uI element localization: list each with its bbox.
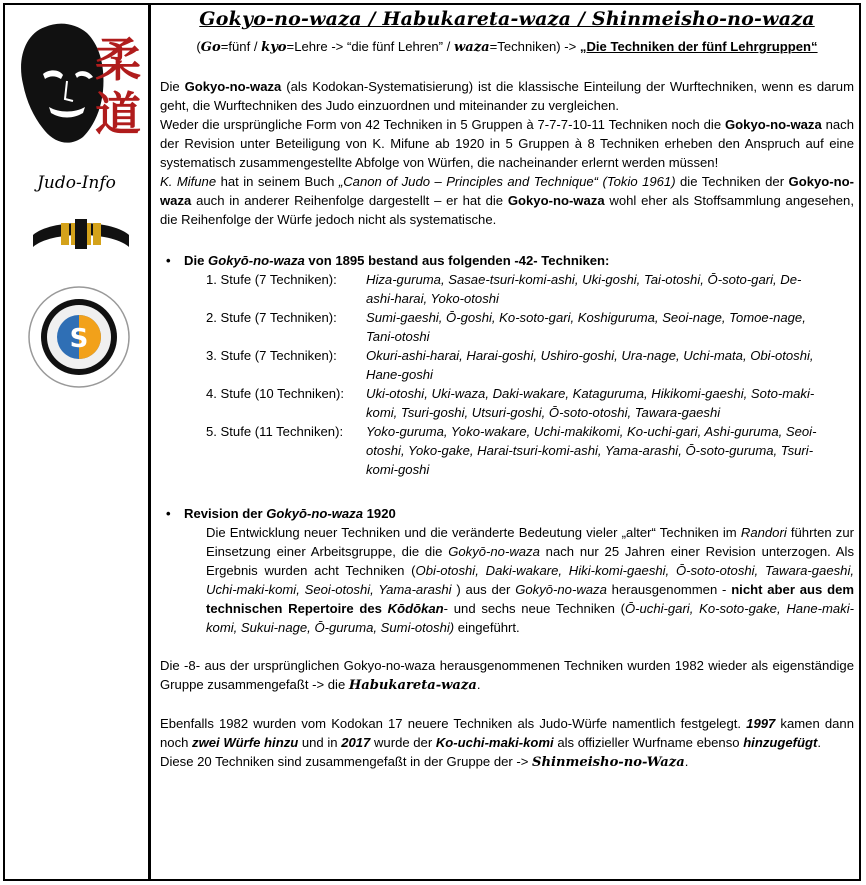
stufe-label: 4. Stufe (10 Techniken): — [206, 386, 345, 401]
stufe-label: 3. Stufe (7 Techniken): — [206, 348, 337, 363]
shinmeisho-term: Shinmeisho-no-Waza — [532, 755, 685, 770]
go-meaning: =fünf / — [220, 39, 262, 54]
stufe-label: 1. Stufe (7 Techniken): — [206, 272, 337, 287]
text: die Techniken der — [675, 174, 789, 189]
text: Gokyō-no-waza — [266, 506, 363, 521]
text: Diese 20 Techniken sind zusammengefaßt in der Gruppe der -> — [160, 754, 533, 769]
stufe-row — [206, 384, 854, 422]
club-badge-icon — [27, 285, 131, 389]
stufe-row — [206, 308, 854, 346]
text: Gokyo-no-waza — [724, 117, 822, 132]
text: ) aus der — [451, 582, 516, 597]
text: nicht aber aus dem technischen Repertoire des — [206, 582, 854, 616]
text: Die Entwicklung neuer Techniken und die veränderte Bedeutung vieler „alter“ Techniken im — [206, 525, 741, 540]
stufe-row — [206, 270, 854, 308]
main-content — [160, 10, 854, 772]
waza-meaning: =Techniken) -> — [489, 39, 580, 54]
text: von 1895 bestand aus folgenden -42- Techniken: — [304, 253, 610, 268]
text: Obi-otoshi, Daki-wakare, Hiki-komi-gaeshi, Ō-soto-otoshi, Tawara-gaeshi, Uchi-maki-komi, Seoi-otoshi, Yama-arashi — [206, 563, 854, 597]
kanji-ju: 柔 — [95, 33, 141, 87]
text: . — [817, 735, 822, 750]
text: führten zur Einsetzung einer Arbeitsgruppe, die die — [206, 525, 854, 559]
text: 1997 — [746, 716, 776, 731]
black-belt-icon — [31, 215, 131, 255]
text: kamen dann noch — [160, 716, 854, 750]
text: Ebenfalls 1982 wurden vom Kodokan 17 neuere Techniken als Judo-Würfe namentlich festgelegt. — [160, 716, 747, 731]
text: Gokyō-no-waza — [208, 253, 305, 268]
text: (als Kodokan-Systematisierung) ist die klassische Einteilung der Wurftechniken, wenn es darum geht, die Wurftechniken des Judo einzuordnen und miteinander zu vergleichen. — [160, 79, 854, 113]
judo-logo — [15, 19, 140, 159]
section-1895-heading — [160, 251, 854, 270]
text: Gokyo-no-waza — [160, 174, 854, 208]
text: Gokyo-no-waza — [507, 193, 605, 208]
text: Kōdōkan — [387, 601, 444, 616]
section-revision-heading — [160, 504, 854, 523]
text: K. Mifune — [160, 174, 217, 189]
stufe-label: 2. Stufe (7 Techniken): — [206, 310, 337, 325]
stufe-label: 5. Stufe (11 Techniken): — [206, 424, 344, 439]
text: . — [476, 677, 481, 692]
text: 1920 — [363, 506, 396, 521]
text: Randori — [740, 525, 787, 540]
text: „Canon of Judo – Principles and Technique“ (Tokio 1961) — [338, 174, 676, 189]
stufe-techniques: Uki-otoshi, Uki-waza, Daki-wakare, Kataguruma, Hikikomi-gaeshi, Soto-maki-komi, Tsuri-goshi, Utsuri-goshi, Ō-soto-otoshi, Tawara-gaeshi — [366, 386, 815, 420]
text: Gokyo-no-waza — [184, 79, 282, 94]
stufe-techniques: Yoko-guruma, Yoko-wakare, Uchi-makikomi, Ko-uchi-gari, Ashi-guruma, Seoi-otoshi, Yoko-gake, Harai-tsuri-komi-ashi, Yama-arashi, Ō-soto-guruma, Tsuri-komi-goshi — [366, 424, 817, 477]
subtitle: (Go=fünf / kyo=Lehre -> “die fünf Lehren” / waza=Techniken) -> „Die Techniken der fünf Lehrgruppen“ — [196, 39, 818, 55]
page-title: Gokyo-no-waza / Habukareta-waza / Shinmeisho-no-waza — [199, 8, 815, 30]
stufe-row — [206, 422, 854, 479]
text: Die — [184, 253, 209, 268]
habukareta-term: Habukareta-waza — [348, 678, 477, 693]
stufe-row — [206, 346, 854, 384]
text: . — [684, 754, 689, 769]
go-term: Go — [200, 40, 221, 55]
svg-text:S: S — [69, 324, 89, 354]
shinmeisho-summary — [160, 752, 854, 772]
text: wohl eher als Stoffsammlung angesehen, die Reihenfolge der Würfe jedoch nicht als systematische. — [160, 193, 854, 227]
habukareta-paragraph — [160, 656, 854, 695]
kyo-term: kyo — [261, 40, 287, 55]
text: Ō-uchi-gari, Ko-soto-gake, Hane-maki-komi, Sukui-nage, Ō-guruma, Sumi-otoshi) — [206, 601, 854, 635]
text: eingeführt. — [454, 620, 520, 635]
shinmeisho-paragraph — [160, 714, 854, 752]
text: als offizieller Wurfname ebenso — [553, 735, 744, 750]
text: wurde der — [370, 735, 436, 750]
text: Gokyō-no-waza — [515, 582, 607, 597]
stufe-techniques: Sumi-gaeshi, Ō-goshi, Ko-soto-gari, Koshiguruma, Seoi-nage, Tomoe-nage, Tani-otoshi — [366, 310, 806, 344]
intro-paragraph-2 — [160, 115, 854, 172]
sidebar — [5, 5, 148, 879]
text: nach der Revision unter Beteiligung von K. Mifune ab 1920 in 5 Gruppen à 8 Techniken erheben den Anspruch auf eine systematisch zusammengestellte Abfolge von Würfen, die nacheinander erlernt werden müssen! — [160, 117, 855, 170]
text: Ko-uchi-maki-komi — [435, 735, 554, 750]
revision-paragraph — [206, 523, 854, 637]
text: hinzugefügt — [743, 735, 818, 750]
text: zwei Würfe hinzu — [192, 735, 299, 750]
kanji-do: 道 — [95, 87, 141, 141]
subtitle-emphasis: „Die Techniken der fünf Lehrgruppen“ — [579, 39, 818, 54]
text: Die — [160, 79, 185, 94]
text: und in — [298, 735, 342, 750]
kyo-meaning: =Lehre -> “die fünf Lehren” / — [286, 39, 454, 54]
column-divider — [148, 3, 151, 881]
intro-paragraph-3 — [160, 172, 854, 229]
text: Weder die ursprüngliche Form von 42 Techniken in 5 Gruppen à 7-7-7-10-11 Techniken noch die — [160, 117, 725, 132]
intro-paragraph-1 — [160, 77, 854, 115]
text: auch in anderer Reihenfolge dargestellt – er hat die — [191, 193, 508, 208]
text: Gokyō-no-waza — [448, 544, 540, 559]
text: Revision der — [184, 506, 267, 521]
waza-term: waza — [453, 40, 490, 55]
text: nach nur 25 Jahren einer Revision unterzogen. Als Ergebnis wurden acht Techniken ( — [206, 544, 854, 578]
stufe-techniques: Okuri-ashi-harai, Harai-goshi, Ushiro-goshi, Ura-nage, Uchi-mata, Obi-otoshi, Hane-goshi — [366, 348, 814, 382]
text: 2017 — [341, 735, 371, 750]
stufe-techniques: Hiza-guruma, Sasae-tsuri-komi-ashi, Uki-goshi, Tai-otoshi, Ō-soto-gari, De-ashi-harai, Yoko-otoshi — [366, 272, 802, 306]
sidebar-label: Judo-Info — [37, 173, 116, 193]
text: Die -8- aus der ursprünglichen Gokyo-no-waza herausgenommenen Techniken wurden 1982 wieder als eigenständige Gruppe zusammengefaßt -> die — [160, 658, 854, 692]
text: - und sechs neue Techniken ( — [443, 601, 625, 616]
text: hat in seinem Buch — [216, 174, 339, 189]
text: herausgenommen - — [606, 582, 732, 597]
